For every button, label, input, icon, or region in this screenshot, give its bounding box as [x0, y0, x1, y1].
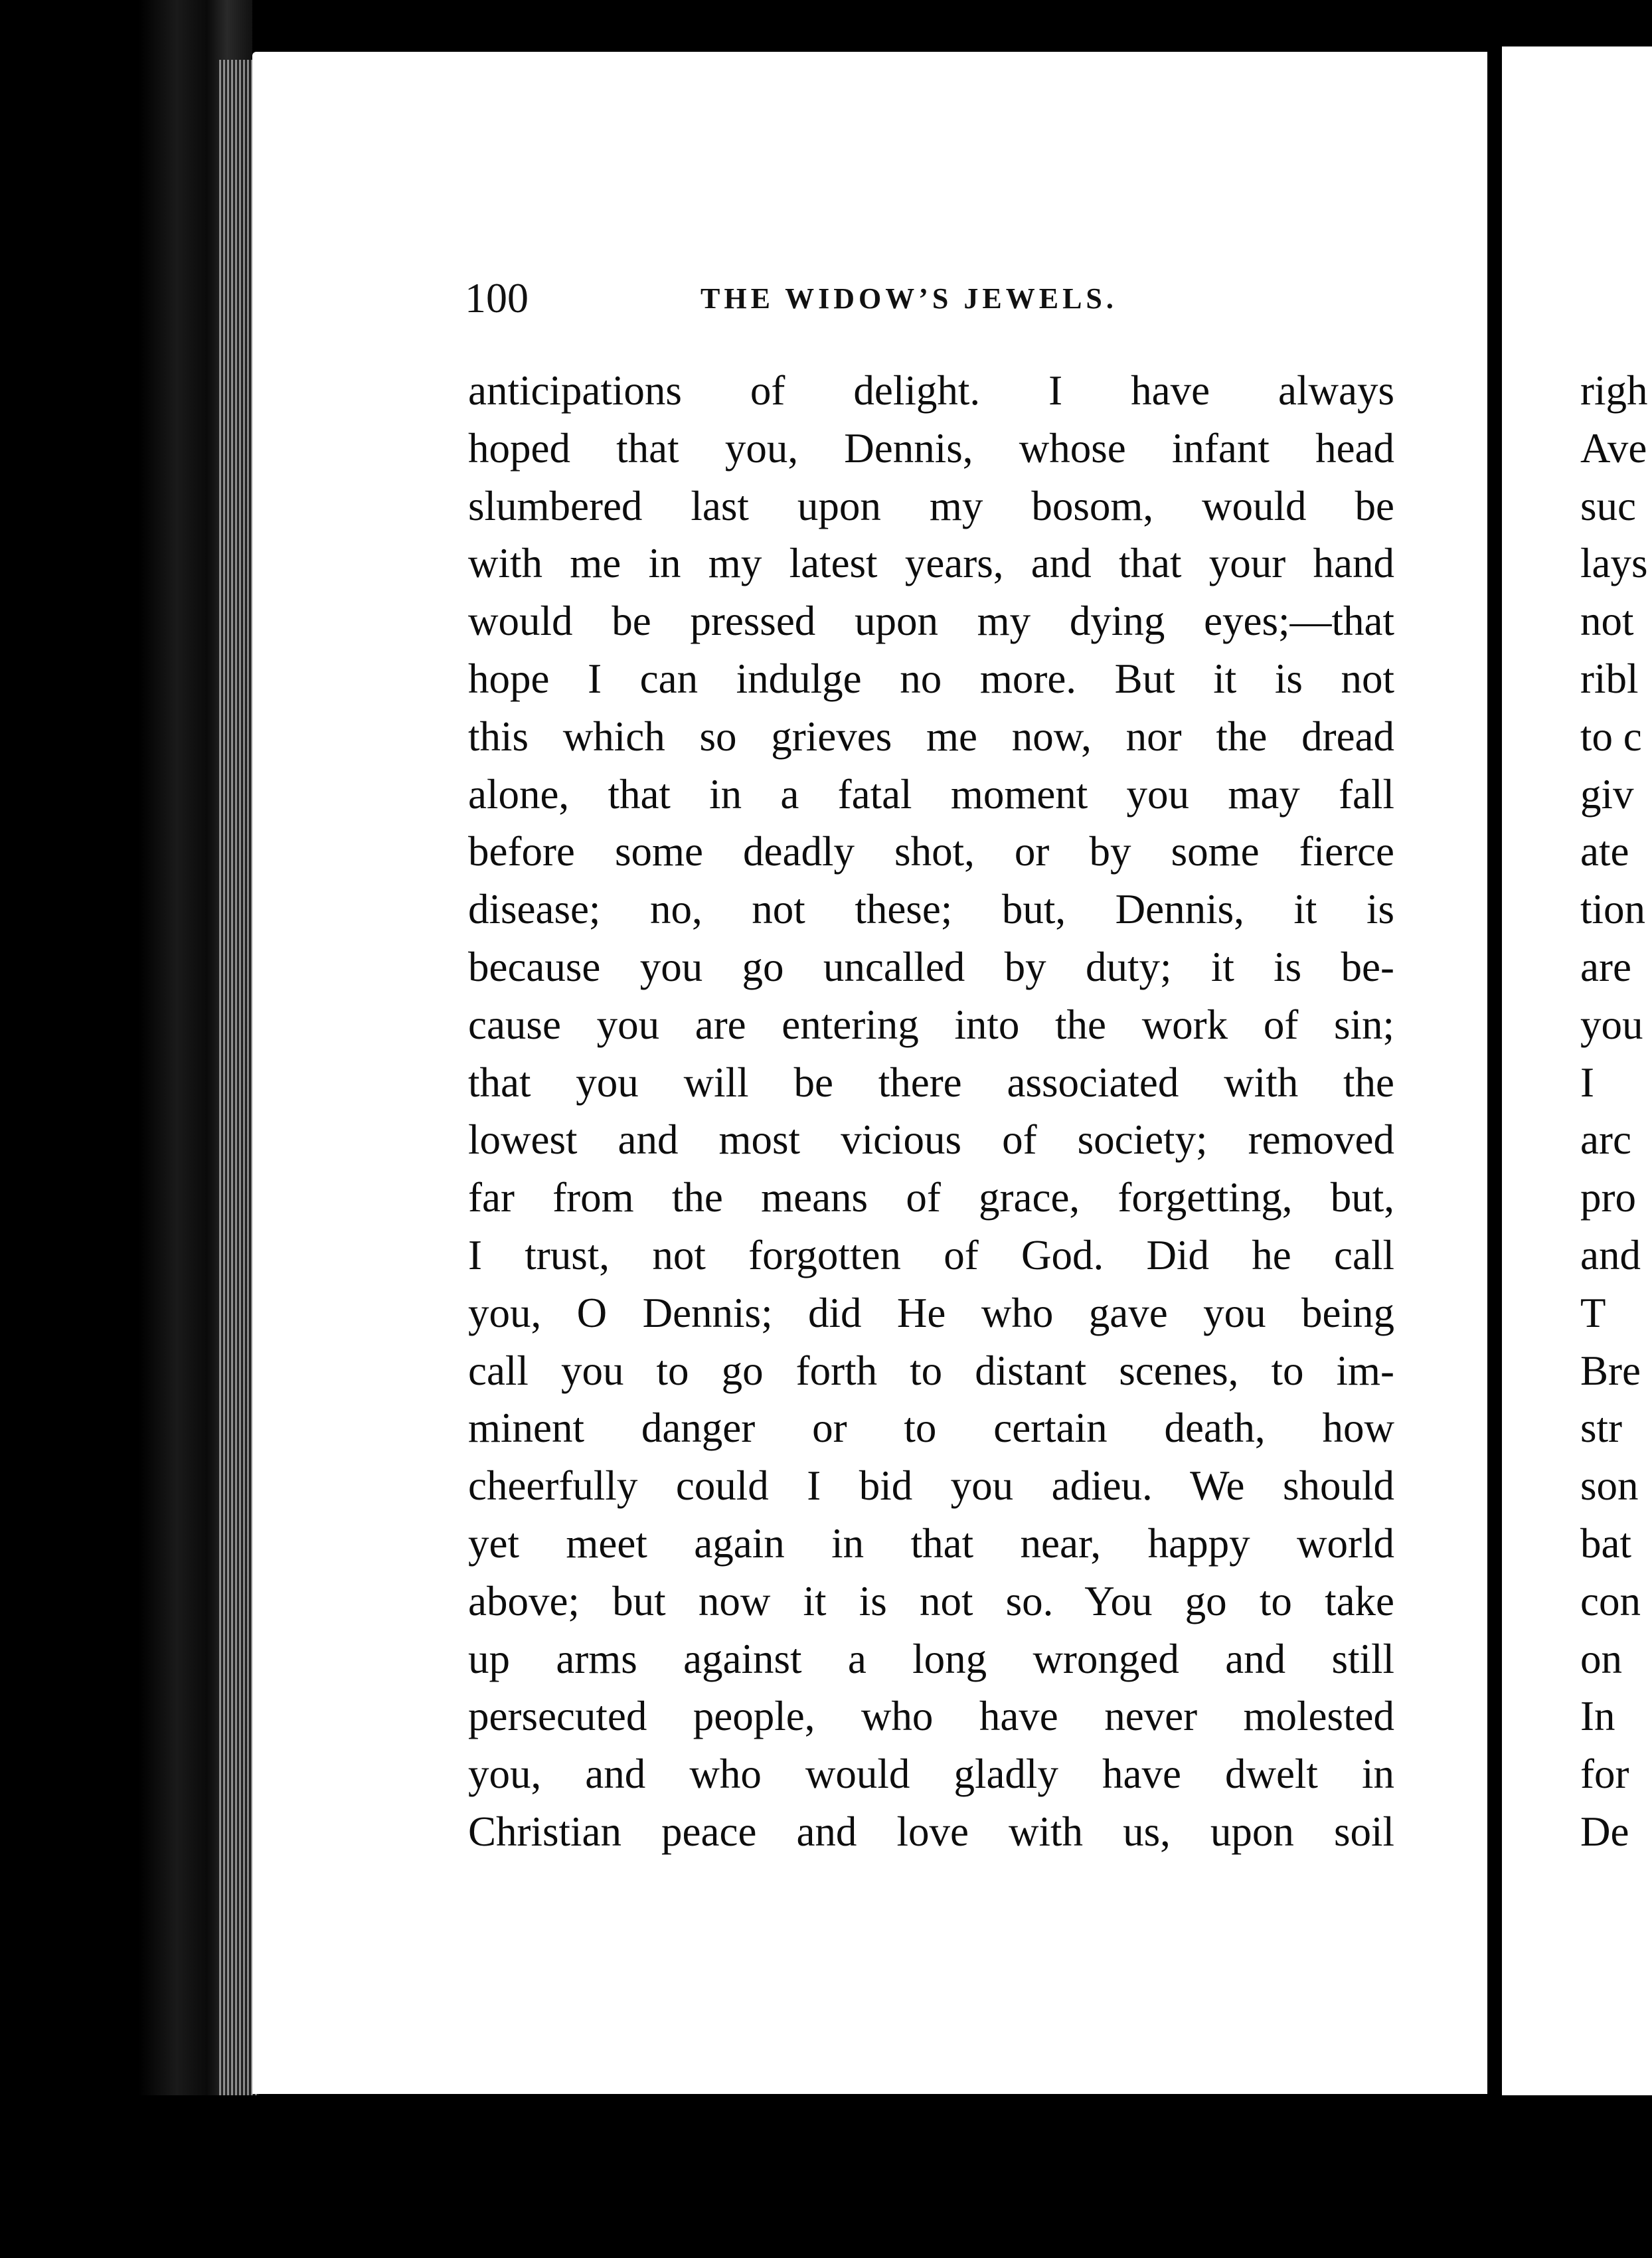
- text-line: yet meet again in that near, happy world: [468, 1520, 1394, 1567]
- text-line: far from the means of grace, forgetting, but,: [468, 1174, 1394, 1221]
- text-line: Christian peace and love with us, upon soil: [468, 1808, 1394, 1855]
- text-line: you, and who would gladly have dwelt in: [468, 1751, 1394, 1798]
- facing-line: you: [1580, 1001, 1643, 1048]
- facing-line: I: [1580, 1059, 1594, 1106]
- facing-line: not: [1580, 598, 1634, 645]
- running-head: [465, 274, 1394, 320]
- facing-line: In: [1580, 1693, 1615, 1740]
- text-line: alone, that in a fatal moment you may fall: [468, 770, 1394, 818]
- text-line: this which so grieves me now, nor the dread: [468, 713, 1394, 760]
- text-line: with me in my latest years, and that your hand: [468, 540, 1394, 587]
- text-line: minent danger or to certain death, how: [468, 1405, 1394, 1452]
- facing-line: T: [1580, 1289, 1606, 1336]
- facing-line: ate: [1580, 828, 1629, 875]
- facing-line: for: [1580, 1751, 1629, 1798]
- body-text: [468, 362, 1394, 1861]
- text-line: disease; no, not these; but, Dennis, it is: [468, 886, 1394, 933]
- facing-line: giv: [1580, 770, 1634, 818]
- book-spine: [0, 0, 252, 2258]
- facing-line: con: [1580, 1577, 1641, 1624]
- facing-line: righ: [1580, 367, 1648, 414]
- facing-line: str: [1580, 1405, 1622, 1452]
- text-line: that you will be there associated with the: [468, 1059, 1394, 1106]
- text-line: above; but now it is not so. You go to take: [468, 1577, 1394, 1624]
- facing-line: arc: [1580, 1116, 1631, 1164]
- text-line: cheerfully could I bid you adieu. We should: [468, 1462, 1394, 1510]
- text-line: up arms against a long wronged and still: [468, 1635, 1394, 1682]
- facing-line: suc: [1580, 482, 1636, 529]
- text-line: lowest and most vicious of society; removed: [468, 1116, 1394, 1164]
- facing-page-text: [1580, 362, 1652, 1861]
- facing-line: tion: [1580, 886, 1646, 933]
- text-line: hoped that you, Dennis, whose infant head: [468, 424, 1394, 472]
- text-line: anticipations of delight. I have always: [468, 367, 1394, 414]
- facing-line: lays: [1580, 540, 1648, 587]
- text-line: because you go uncalled by duty; it is be-: [468, 943, 1394, 990]
- page-number: 100: [465, 274, 529, 321]
- running-title: THE WIDOW’S JEWELS.: [701, 282, 1117, 315]
- text-line: slumbered last upon my bosom, would be: [468, 482, 1394, 529]
- text-line: before some deadly shot, or by some fierce: [468, 828, 1394, 875]
- text-line: hope I can indulge no more. But it is not: [468, 655, 1394, 702]
- facing-line: son: [1580, 1462, 1639, 1510]
- text-line: you, O Dennis; did He who gave you being: [468, 1289, 1394, 1336]
- facing-line: De: [1580, 1808, 1629, 1855]
- facing-line: on: [1580, 1635, 1622, 1682]
- facing-line: Bre: [1580, 1347, 1641, 1394]
- facing-line: pro: [1580, 1174, 1636, 1221]
- text-line: persecuted people, who have never molested: [468, 1693, 1394, 1740]
- facing-line: are: [1580, 943, 1631, 990]
- scan-border: [0, 2095, 1652, 2258]
- book-gutter: [1487, 0, 1502, 2258]
- facing-line: Ave: [1580, 424, 1647, 472]
- facing-line: ribl: [1580, 655, 1639, 702]
- text-line: cause you are entering into the work of sin;: [468, 1001, 1394, 1048]
- text-line: call you to go forth to distant scenes, to im-: [468, 1347, 1394, 1394]
- text-line: I trust, not forgotten of God. Did he call: [468, 1231, 1394, 1278]
- facing-line: and: [1580, 1231, 1641, 1278]
- facing-line: to c: [1580, 713, 1642, 760]
- facing-line: bat: [1580, 1520, 1631, 1567]
- text-line: would be pressed upon my dying eyes;—that: [468, 598, 1394, 645]
